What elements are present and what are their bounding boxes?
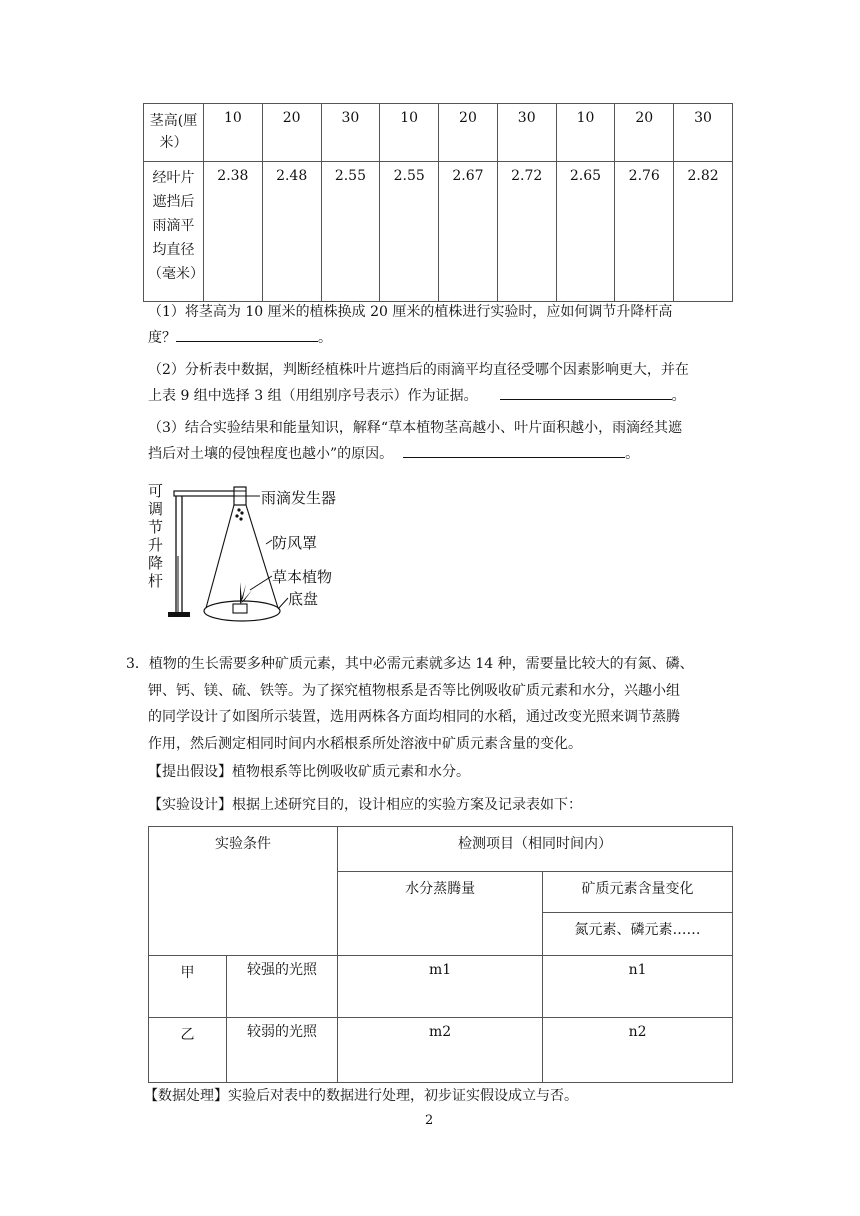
question-text: （2）分析表中数据，判断经植株叶片遮挡后的雨滴平均直径受哪个因素影响更大，并在	[148, 362, 689, 378]
table-cell: 2.55	[380, 162, 439, 302]
question-2	[148, 357, 689, 409]
question-text: （3）结合实验结果和能量知识，解释“草本植物茎高越小、叶片面积越小，雨滴经其遮	[148, 420, 683, 436]
condition-cell: 较弱的光照	[227, 1018, 338, 1083]
condition-cell: 较强的光照	[227, 956, 338, 1018]
answer-blank[interactable]	[500, 384, 672, 400]
question-text-cont: 上表 9 组中选择 3 组（用组别序号表示）作为证据。 。	[148, 383, 689, 409]
table-cell: 2.76	[615, 162, 674, 302]
table-row	[144, 162, 733, 302]
table-cell: 30	[497, 104, 556, 162]
table-cell: 10	[380, 104, 439, 162]
question-paragraph-line: 的同学设计了如图所示装置，选用两株各方面均相同的水稻，通过改变光照来调节蒸腾	[148, 709, 680, 725]
table-cell: 2.38	[204, 162, 263, 302]
table-row	[149, 956, 733, 1018]
pole-label: 可 调 节 升 降 杆	[148, 482, 164, 590]
table-row	[149, 1018, 733, 1083]
plant-label: 草本植物	[272, 568, 333, 586]
table-cell: 20	[262, 104, 321, 162]
table-cell: 20	[439, 104, 498, 162]
question-text: （1）将茎高为 10 厘米的植株换成 20 厘米的植株进行实验时，应如何调节升降杆高	[148, 304, 673, 320]
table-cell: 2.72	[497, 162, 556, 302]
table-cell: 10	[556, 104, 615, 162]
row-header: 经叶片遮挡后雨滴平均直径（毫米）	[144, 162, 204, 302]
windshield-label: 防风罩	[272, 534, 318, 552]
table-cell: n1	[543, 956, 733, 1018]
experiment-record-table	[148, 826, 733, 1083]
page-number: 2	[425, 1113, 434, 1128]
group-cell: 乙	[149, 1018, 227, 1083]
question-paragraph: 3．植物的生长需要多种矿质元素，其中必需元素就多达 14 种，需要量比较大的有氮、磷、	[126, 656, 694, 672]
base-label: 底盘	[288, 590, 319, 608]
group-cell: 甲	[149, 956, 227, 1018]
table-cell: 30	[674, 104, 733, 162]
experiment-design: 【实验设计】根据上述研究目的，设计相应的实验方案及记录表如下：	[148, 797, 582, 813]
table-row	[149, 827, 733, 872]
table-cell: 2.82	[674, 162, 733, 302]
stem-height-table	[143, 103, 733, 302]
table-cell: 2.48	[262, 162, 321, 302]
apparatus-figure	[148, 482, 368, 624]
table-cell: 20	[615, 104, 674, 162]
table-row	[144, 104, 733, 162]
question-3-main	[126, 651, 746, 757]
table-cell: 2.65	[556, 162, 615, 302]
table-cell: 30	[321, 104, 380, 162]
header-cell: 矿质元素含量变化	[543, 872, 733, 913]
header-cell: 实验条件	[149, 827, 338, 956]
row-header: 茎高(厘米）	[144, 104, 204, 162]
answer-blank[interactable]	[176, 326, 318, 342]
question-text-cont: 挡后对土壤的侵蚀程度也越小”的原因。 。	[148, 441, 682, 467]
table-cell: m1	[338, 956, 543, 1018]
question-paragraph-line: 作用，然后测定相同时间内水稻根系所处溶液中矿质元素含量的变化。	[148, 735, 582, 752]
header-cell: 检测项目（相同时间内）	[338, 827, 733, 872]
header-cell: 氮元素、磷元素……	[543, 913, 733, 956]
answer-blank[interactable]	[403, 442, 625, 458]
question-text-cont: 度？ 。	[148, 325, 672, 351]
question-number: 3．	[126, 656, 149, 672]
data-processing: 【数据处理】实验后对表中的数据进行处理，初步证实假设成立与否。	[144, 1088, 578, 1104]
table-cell: 10	[204, 104, 263, 162]
question-paragraph-line: 钾、钙、镁、硫、铁等。为了探究植物根系是否等比例吸收矿质元素和水分，兴趣小组	[148, 682, 680, 699]
hypothesis: 【提出假设】植物根系等比例吸收矿质元素和水分。	[148, 764, 470, 780]
question-3	[148, 415, 682, 467]
table-cell: n2	[543, 1018, 733, 1083]
header-cell: 水分蒸腾量	[338, 872, 543, 956]
table-cell: 2.67	[439, 162, 498, 302]
table-cell: 2.55	[321, 162, 380, 302]
table-cell: m2	[338, 1018, 543, 1083]
raindrop-generator-label: 雨滴发生器	[261, 489, 337, 507]
question-1	[148, 299, 672, 351]
